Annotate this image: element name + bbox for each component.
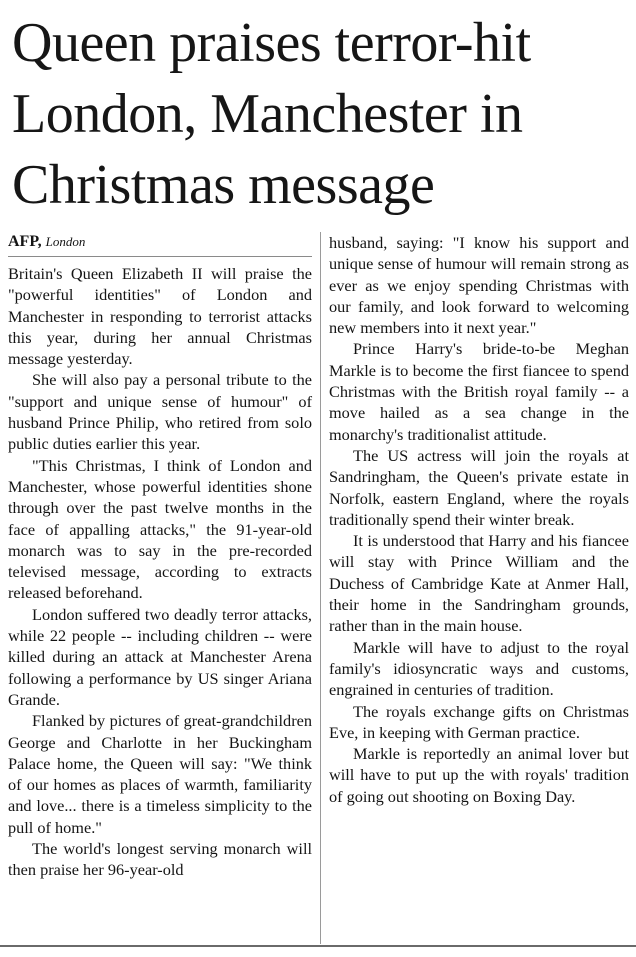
article-column-left <box>8 232 312 881</box>
bottom-rule <box>0 945 636 947</box>
paragraph: The world's longest serving monarch will then praise her 96-year-old <box>8 839 312 880</box>
article-headline <box>12 8 632 221</box>
paragraph: Britain's Queen Elizabeth II will praise the "powerful identities" of London and Manchester in responding to terrorist attacks this year, during her annual Christmas message yesterday. <box>8 264 312 369</box>
paragraph: Prince Harry's bride-to-be Meghan Markle is to become the first fiancee to spend Christmas with the British royal family -- a move hailed as a sea change in the monarchy's traditionalist attitude. <box>329 339 629 444</box>
paragraph-continued: husband, saying: "I know his support and unique sense of humour will remain strong as ever as we enjoy spending Christmas with our family, and look forward to welcoming new members into it next year." <box>329 233 629 338</box>
paragraph: London suffered two deadly terror attacks, while 22 people -- including children -- were killed during an attack at Manchester Arena following a performance by US singer Ariana Grande. <box>8 604 312 709</box>
byline-agency: AFP, <box>8 233 42 250</box>
paragraph: Markle is reportedly an animal lover but will have to put up the with royals' tradition of going out shooting on Boxing Day. <box>329 744 629 806</box>
paragraph: Flanked by pictures of great-grandchildren George and Charlotte in her Buckingham Palace home, the Queen will say: "We think of our homes as places of warmth, familiarity and love... there is a timeless simplicity to the pull of home." <box>8 711 312 837</box>
paragraph: "This Christmas, I think of London and Manchester, whose powerful identities shone through over the past twelve months in the face of appalling attacks," the 91-year-old monarch was to say in the pre-recorded televised message, according to extracts released beforehand. <box>8 455 312 603</box>
byline <box>8 232 312 257</box>
byline-location: London <box>45 234 86 249</box>
paragraph: The US actress will join the royals at Sandringham, the Queen's private estate in Norfolk, eastern England, where the royals traditionally spend their winter break. <box>329 445 629 529</box>
article-column-right <box>329 232 629 807</box>
paragraph: It is understood that Harry and his fiancee will stay with Prince William and the Duchess of Cambridge Kate at Anmer Hall, their home in the Sandringham grounds, rather than in the main house. <box>329 531 629 636</box>
paragraph: The royals exchange gifts on Christmas Eve, in keeping with German practice. <box>329 701 629 742</box>
headline-line: Christmas message <box>12 154 435 216</box>
headline-line: London, Manchester in <box>12 83 523 145</box>
column-divider <box>320 232 321 944</box>
headline-line: Queen praises terror-hit <box>12 12 531 74</box>
paragraph: She will also pay a personal tribute to the "support and unique sense of humour" of husband Prince Philip, who retired from solo public duties earlier this year. <box>8 370 312 454</box>
paragraph: Markle will have to adjust to the royal family's idiosyncratic ways and customs, engrained in centuries of tradition. <box>329 637 629 700</box>
